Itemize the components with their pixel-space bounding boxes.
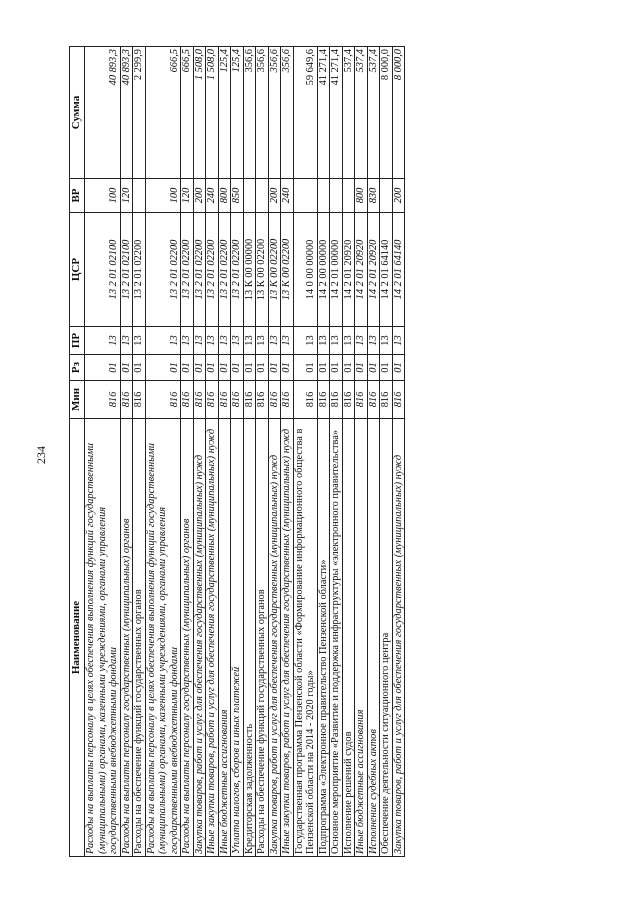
- cell-csr: 14 2 01 00000: [330, 213, 343, 327]
- cell-pr: 13: [231, 327, 244, 355]
- cell-vr: 120: [120, 179, 133, 213]
- cell-rz: 01: [193, 355, 206, 381]
- cell-pr: 13: [206, 327, 219, 355]
- cell-min: 816: [281, 381, 294, 419]
- cell-vr: 100: [145, 179, 181, 213]
- table-header-row: [70, 47, 85, 857]
- cell-sum: 41 271,4: [330, 47, 343, 179]
- cell-name: Иные бюджетные ассигнования: [355, 419, 368, 857]
- header-sum: Сумма: [70, 47, 85, 179]
- table-row: [231, 47, 244, 857]
- cell-rz: 01: [231, 355, 244, 381]
- cell-csr: 14 2 01 64140: [392, 213, 405, 327]
- table-row: [392, 47, 405, 857]
- cell-name: Расходы на выплаты персоналу в целях обеспечения выполнения функций государственными (муниципальными) органами, казенными учреждениями, органами управления государственными внебюджетными фондами: [85, 419, 121, 857]
- cell-rz: 01: [392, 355, 405, 381]
- cell-csr: 13 2 01 02200: [133, 213, 146, 327]
- cell-csr: 14 2 01 20920: [355, 213, 368, 327]
- cell-rz: 01: [181, 355, 194, 381]
- cell-pr: 13: [193, 327, 206, 355]
- cell-rz: 01: [145, 355, 181, 381]
- cell-min: 816: [330, 381, 343, 419]
- cell-rz: 01: [85, 355, 121, 381]
- cell-min: 816: [120, 381, 133, 419]
- cell-rz: 01: [281, 355, 294, 381]
- cell-csr: 13 2 01 02100: [85, 213, 121, 327]
- cell-rz: 01: [256, 355, 269, 381]
- table-row: [193, 47, 206, 857]
- cell-pr: 13: [120, 327, 133, 355]
- cell-vr: 850: [231, 179, 244, 213]
- cell-vr: [293, 179, 317, 213]
- table-row: [181, 47, 194, 857]
- cell-name: Закупка товаров, работ и услуг для обеспечения государственных (муниципальных) нужд: [193, 419, 206, 857]
- cell-csr: 13 2 01 02200: [231, 213, 244, 327]
- table-row: [281, 47, 294, 857]
- cell-pr: 13: [317, 327, 330, 355]
- cell-rz: 01: [218, 355, 231, 381]
- cell-csr: 13 2 01 02200: [206, 213, 219, 327]
- table-row: [330, 47, 343, 857]
- cell-pr: 13: [392, 327, 405, 355]
- cell-vr: [243, 179, 256, 213]
- cell-vr: [342, 179, 355, 213]
- cell-rz: 01: [380, 355, 393, 381]
- cell-pr: 13: [293, 327, 317, 355]
- cell-pr: 13: [268, 327, 281, 355]
- cell-pr: 13: [367, 327, 380, 355]
- cell-csr: 14 0 00 00000: [293, 213, 317, 327]
- cell-name: Закупка товаров, работ и услуг для обеспечения государственных (муниципальных) нужд: [268, 419, 281, 857]
- cell-vr: 100: [85, 179, 121, 213]
- cell-sum: 41 271,4: [317, 47, 330, 179]
- cell-min: 816: [206, 381, 219, 419]
- cell-sum: 1 508,0: [193, 47, 206, 179]
- cell-sum: 356,6: [268, 47, 281, 179]
- cell-name: Государственная программа Пензенской области «Формирование информационного общества в Пензенской области на 2014 - 2020 годы»: [293, 419, 317, 857]
- cell-rz: 01: [206, 355, 219, 381]
- cell-vr: 200: [268, 179, 281, 213]
- table-row: [243, 47, 256, 857]
- cell-min: 816: [85, 381, 121, 419]
- cell-csr: 13 К 00 00000: [243, 213, 256, 327]
- cell-min: 816: [380, 381, 393, 419]
- table-row: [145, 47, 181, 857]
- cell-min: 816: [293, 381, 317, 419]
- cell-min: 816: [181, 381, 194, 419]
- cell-pr: 13: [85, 327, 121, 355]
- cell-pr: 13: [281, 327, 294, 355]
- cell-vr: 800: [355, 179, 368, 213]
- cell-name: Исполнение судебных актов: [367, 419, 380, 857]
- cell-name: Расходы на обеспечение функций государственных органов: [133, 419, 146, 857]
- cell-sum: 125,4: [231, 47, 244, 179]
- header-min: Мин: [70, 381, 85, 419]
- cell-rz: 01: [133, 355, 146, 381]
- cell-min: 816: [193, 381, 206, 419]
- cell-min: 816: [145, 381, 181, 419]
- header-name: Наименование: [70, 419, 85, 857]
- cell-csr: 13 2 01 02200: [218, 213, 231, 327]
- cell-pr: 13: [145, 327, 181, 355]
- budget-table-sheet: [69, 47, 571, 857]
- cell-name: Обеспечение деятельности ситуационного центра: [380, 419, 393, 857]
- cell-vr: [380, 179, 393, 213]
- cell-pr: 13: [181, 327, 194, 355]
- cell-name: Расходы на выплаты персоналу государственных (муниципальных) органов: [120, 419, 133, 857]
- table-row: [355, 47, 368, 857]
- cell-min: 816: [355, 381, 368, 419]
- cell-csr: 13 К 00 02200: [268, 213, 281, 327]
- cell-min: 816: [317, 381, 330, 419]
- table-row: [268, 47, 281, 857]
- cell-vr: 240: [206, 179, 219, 213]
- cell-vr: [133, 179, 146, 213]
- cell-vr: 830: [367, 179, 380, 213]
- table-row: [293, 47, 317, 857]
- cell-sum: 356,6: [256, 47, 269, 179]
- cell-name: Расходы на выплаты персоналу государственных (муниципальных) органов: [181, 419, 194, 857]
- cell-csr: 13 2 01 02100: [120, 213, 133, 327]
- cell-sum: 8 000,0: [380, 47, 393, 179]
- header-vr: ВР: [70, 179, 85, 213]
- table-row: [218, 47, 231, 857]
- cell-sum: 40 893,3: [120, 47, 133, 179]
- cell-name: Иные закупки товаров, работ и услуг для обеспечения государственных (муниципальных) нужд: [206, 419, 219, 857]
- cell-csr: 14 2 01 20920: [342, 213, 355, 327]
- page-number: 234: [34, 446, 48, 464]
- table-row: [342, 47, 355, 857]
- table-row: [206, 47, 219, 857]
- cell-name: Уплата налогов, сборов и иных платежей: [231, 419, 244, 857]
- cell-pr: 13: [133, 327, 146, 355]
- cell-name: Закупка товаров, работ и услуг для обеспечения государственных (муниципальных) нужд: [392, 419, 405, 857]
- cell-min: 816: [268, 381, 281, 419]
- cell-vr: [330, 179, 343, 213]
- table-row: [367, 47, 380, 857]
- cell-rz: 01: [120, 355, 133, 381]
- cell-csr: 13 2 01 02200: [181, 213, 194, 327]
- cell-vr: 120: [181, 179, 194, 213]
- table-row: [317, 47, 330, 857]
- cell-min: 816: [256, 381, 269, 419]
- cell-sum: 40 893,3: [85, 47, 121, 179]
- cell-pr: 13: [218, 327, 231, 355]
- header-csr: ЦСР: [70, 213, 85, 327]
- table-row: [133, 47, 146, 857]
- cell-sum: 125,4: [218, 47, 231, 179]
- cell-csr: 13 2 01 02200: [193, 213, 206, 327]
- cell-rz: 01: [330, 355, 343, 381]
- cell-min: 816: [133, 381, 146, 419]
- cell-pr: 13: [243, 327, 256, 355]
- cell-name: Исполнение решений судов: [342, 419, 355, 857]
- cell-vr: 200: [193, 179, 206, 213]
- cell-csr: 13 К 00 02200: [256, 213, 269, 327]
- table-row: [256, 47, 269, 857]
- cell-csr: 14 2 01 64140: [380, 213, 393, 327]
- cell-vr: [256, 179, 269, 213]
- cell-sum: 8 000,0: [392, 47, 405, 179]
- cell-sum: 2 299,9: [133, 47, 146, 179]
- cell-pr: 13: [256, 327, 269, 355]
- cell-rz: 01: [367, 355, 380, 381]
- cell-rz: 01: [293, 355, 317, 381]
- cell-sum: 356,6: [243, 47, 256, 179]
- cell-sum: 1 508,0: [206, 47, 219, 179]
- table-row: [380, 47, 393, 857]
- cell-sum: 356,6: [281, 47, 294, 179]
- cell-min: 816: [231, 381, 244, 419]
- cell-sum: 59 649,6: [293, 47, 317, 179]
- cell-pr: 13: [355, 327, 368, 355]
- cell-rz: 01: [268, 355, 281, 381]
- cell-pr: 13: [342, 327, 355, 355]
- cell-rz: 01: [355, 355, 368, 381]
- cell-min: 816: [218, 381, 231, 419]
- cell-csr: 14 2 00 00000: [317, 213, 330, 327]
- table-body: [85, 47, 405, 857]
- cell-sum: 666,5: [145, 47, 181, 179]
- cell-min: 816: [367, 381, 380, 419]
- cell-rz: 01: [342, 355, 355, 381]
- cell-vr: 800: [218, 179, 231, 213]
- cell-vr: [317, 179, 330, 213]
- cell-rz: 01: [243, 355, 256, 381]
- cell-name: Расходы на обеспечение функций государственных органов: [256, 419, 269, 857]
- cell-csr: 13 К 00 02200: [281, 213, 294, 327]
- cell-name: Расходы на выплаты персоналу в целях обеспечения выполнения функций государственными (муниципальными) органами, казенными учреждениями, органами управления государственными внебюджетными фондами: [145, 419, 181, 857]
- cell-name: Иные бюджетные ассигнования: [218, 419, 231, 857]
- cell-min: 816: [342, 381, 355, 419]
- table-row: [85, 47, 121, 857]
- cell-csr: 14 2 01 20920: [367, 213, 380, 327]
- budget-table: [69, 46, 405, 857]
- cell-vr: 240: [281, 179, 294, 213]
- cell-sum: 537,4: [367, 47, 380, 179]
- cell-csr: 13 2 01 02200: [145, 213, 181, 327]
- cell-name: Кредиторская задолженность: [243, 419, 256, 857]
- header-rz: Рз: [70, 355, 85, 381]
- cell-name: Иные закупки товаров, работ и услуг для обеспечения государственных (муниципальных) нужд: [281, 419, 294, 857]
- table-row: [120, 47, 133, 857]
- cell-name: Основное мероприятие «Развитие и поддержка инфраструктуры «электронного правительства»: [330, 419, 343, 857]
- cell-name: Подпрограмма «Электронное правительство Пензенской области»: [317, 419, 330, 857]
- cell-rz: 01: [317, 355, 330, 381]
- cell-sum: 537,4: [355, 47, 368, 179]
- cell-pr: 13: [380, 327, 393, 355]
- cell-sum: 537,4: [342, 47, 355, 179]
- cell-min: 816: [243, 381, 256, 419]
- cell-vr: 200: [392, 179, 405, 213]
- cell-pr: 13: [330, 327, 343, 355]
- header-pr: ПР: [70, 327, 85, 355]
- cell-min: 816: [392, 381, 405, 419]
- cell-sum: 666,5: [181, 47, 194, 179]
